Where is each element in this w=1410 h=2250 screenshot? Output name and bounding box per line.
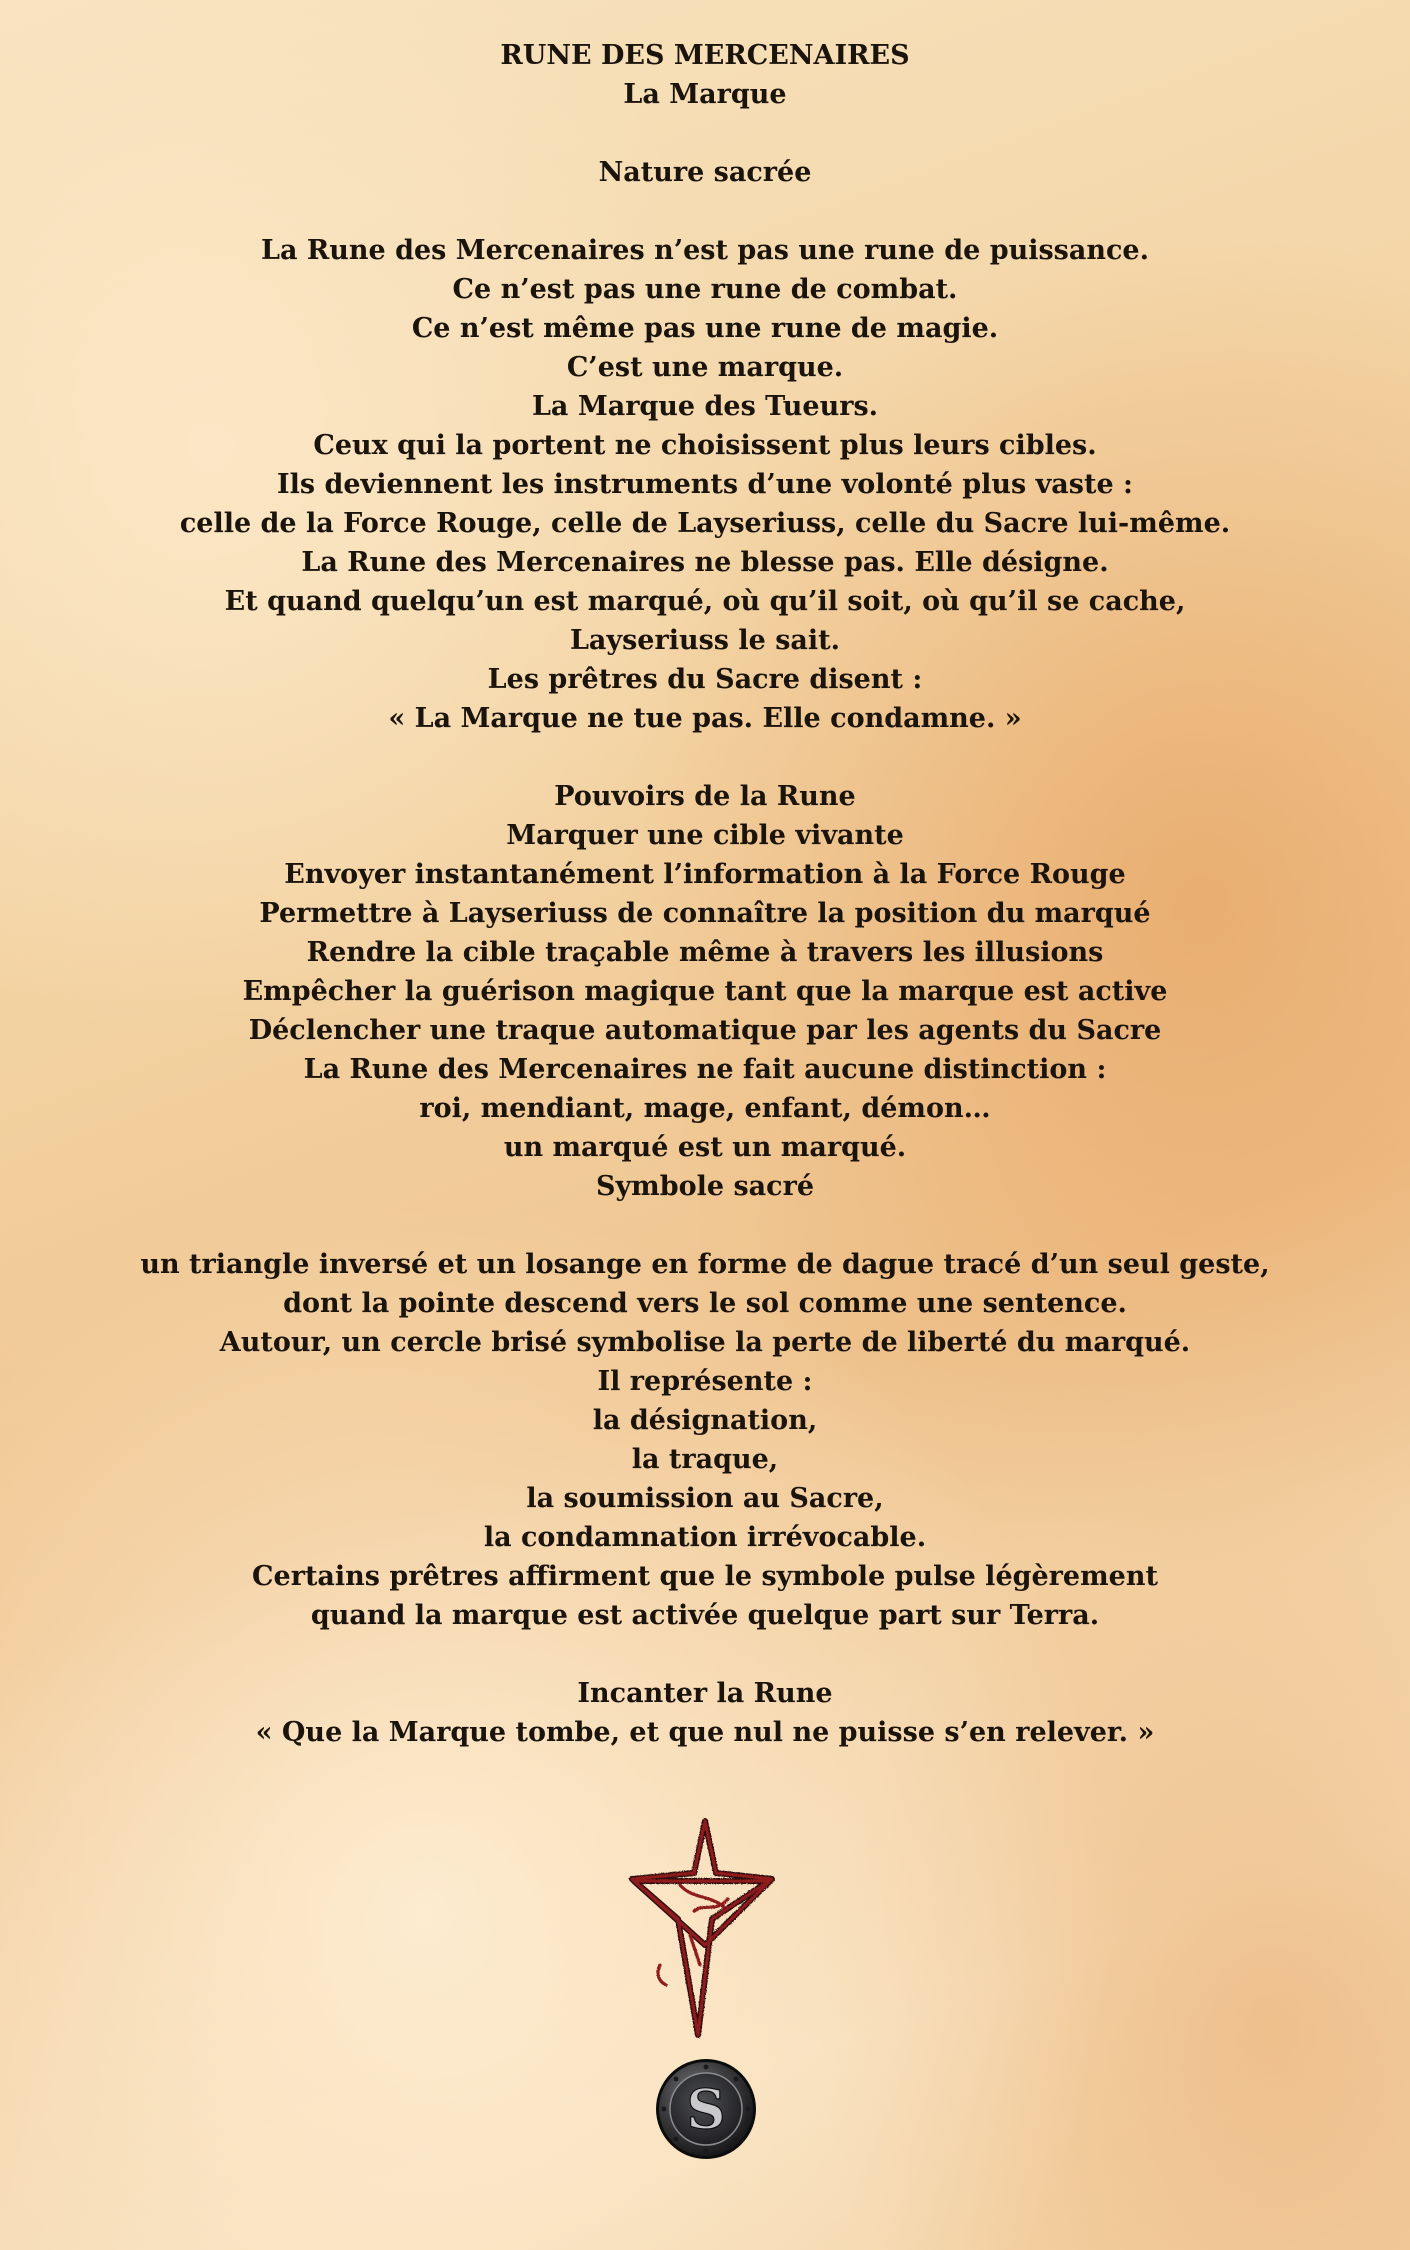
nature-line: celle de la Force Rouge, celle de Layseriuss, celle du Sacre lui-même. — [179, 508, 1231, 539]
section-heading-powers: Pouvoirs de la Rune — [554, 781, 856, 812]
powers-line: Marquer une cible vivante — [506, 820, 904, 851]
incantation-text: « Que la Marque tombe, et que nul ne puisse s’en relever. » — [255, 1717, 1155, 1748]
powers-line: Rendre la cible traçable même à travers les illusions — [306, 937, 1104, 968]
powers-line: un marqué est un marqué. — [503, 1132, 907, 1163]
s-medallion-icon — [654, 2057, 758, 2161]
section-heading-incantation: Incanter la Rune — [577, 1678, 833, 1709]
section-heading-nature: Nature sacrée — [598, 157, 812, 188]
medallion-letter: S — [686, 2077, 726, 2141]
powers-line: Permettre à Layseriuss de connaître la position du marqué — [259, 898, 1151, 929]
nature-line: C’est une marque. — [566, 352, 844, 383]
powers-line: roi, mendiant, mage, enfant, démon… — [419, 1093, 991, 1124]
symbol-line: la condamnation irrévocable. — [483, 1522, 927, 1553]
symbol-line: Autour, un cercle brisé symbolise la perte de liberté du marqué. — [219, 1327, 1191, 1358]
section-heading-symbol: Symbole sacré — [595, 1171, 815, 1202]
powers-line: La Rune des Mercenaires ne fait aucune distinction : — [303, 1054, 1107, 1085]
nature-line: La Rune des Mercenaires n’est pas une rune de puissance. — [260, 235, 1150, 266]
spacer — [0, 738, 1410, 777]
nature-line: La Marque des Tueurs. — [531, 391, 879, 422]
nature-line: « La Marque ne tue pas. Elle condamne. » — [388, 703, 1022, 734]
symbol-line: la soumission au Sacre, — [526, 1483, 884, 1514]
powers-line: Envoyer instantanément l’information à la Force Rouge — [284, 859, 1126, 890]
symbol-line: un triangle inversé et un losange en forme de dague tracé d’un seul geste, — [140, 1249, 1270, 1280]
symbol-line: la désignation, — [592, 1405, 818, 1436]
nature-line: Et quand quelqu’un est marqué, où qu’il soit, où qu’il se cache, — [224, 586, 1186, 617]
document-subtitle: La Marque — [623, 79, 787, 110]
nature-line: Ceux qui la portent ne choisissent plus leurs cibles. — [313, 430, 1097, 461]
spacer — [0, 1206, 1410, 1245]
powers-line: Empêcher la guérison magique tant que la marque est active — [242, 976, 1168, 1007]
symbol-line: Certains prêtres affirment que le symbole pulse légèrement — [252, 1561, 1158, 1592]
powers-line: Déclencher une traque automatique par les agents du Sacre — [248, 1015, 1162, 1046]
nature-line: Ce n’est pas une rune de combat. — [452, 274, 958, 305]
nature-line: Layseriuss le sait. — [569, 625, 841, 656]
nature-line: Ce n’est même pas une rune de magie. — [411, 313, 999, 344]
dagger-rune-symbol-icon — [620, 1815, 790, 2045]
spacer — [0, 192, 1410, 231]
document-body — [0, 36, 1410, 1752]
spacer — [0, 1635, 1410, 1674]
spacer — [0, 114, 1410, 153]
symbol-line: la traque, — [631, 1444, 779, 1475]
symbol-line: dont la pointe descend vers le sol comme une sentence. — [283, 1288, 1127, 1319]
nature-line: La Rune des Mercenaires ne blesse pas. Elle désigne. — [301, 547, 1109, 578]
document-title: RUNE DES MERCENAIRES — [500, 40, 910, 71]
symbol-line: quand la marque est activée quelque part sur Terra. — [310, 1600, 1100, 1631]
nature-line: Ils deviennent les instruments d’une volonté plus vaste : — [276, 469, 1134, 500]
nature-line: Les prêtres du Sacre disent : — [487, 664, 923, 695]
symbol-line: Il représente : — [597, 1366, 813, 1397]
